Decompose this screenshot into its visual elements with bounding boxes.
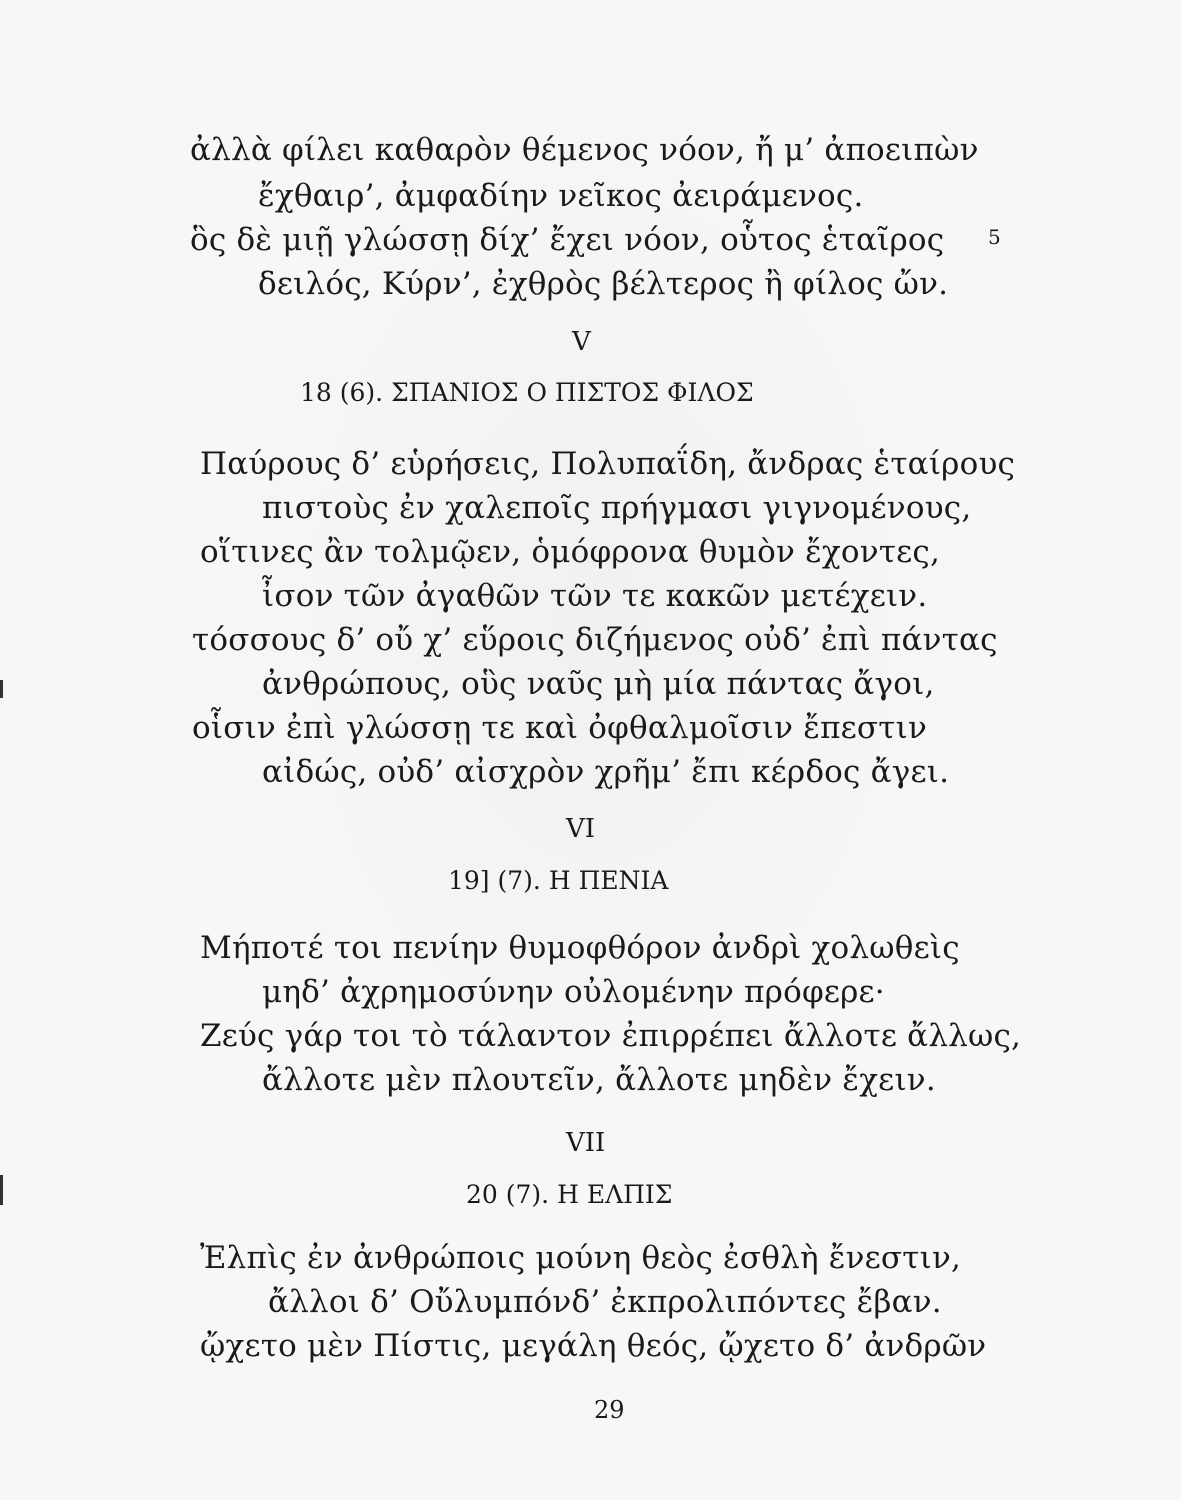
- verse-line: ἀνθρώπους, οὓς ναῦς μὴ μία πάντας ἄγοι,: [262, 666, 935, 702]
- verse-line: Μήποτέ τοι πενίην θυμοφθόρον ἀνδρὶ χολωθεὶς: [200, 930, 960, 966]
- verse-line: ἀλλὰ φίλει καθαρὸν θέμενος νόον, ἤ μ’ ἀποειπὼν: [190, 132, 979, 168]
- verse-line: οἷσιν ἐπὶ γλώσσῃ τε καὶ ὀφθαλμοῖσιν ἔπεστιν: [192, 710, 928, 746]
- verse-line: μηδ’ ἀχρημοσύνην οὐλομένην πρόφερε·: [262, 974, 885, 1010]
- section-heading: 19] (7). Η ΠΕΝΙΑ: [448, 866, 669, 895]
- section-heading: 18 (6). ΣΠΑΝΙΟΣ Ο ΠΙΣΤΟΣ ΦΙΛΟΣ: [300, 378, 754, 407]
- verse-line: ὃς δὲ μιῇ γλώσσῃ δίχ’ ἔχει νόον, οὗτος ἑταῖρος: [190, 222, 945, 258]
- line-number: 5: [988, 225, 1001, 249]
- verse-line: Παύρους δ’ εὑρήσεις, Πολυπαΐδη, ἄνδρας ἑταίρους: [200, 446, 1016, 482]
- verse-line: Ἐλπὶς ἐν ἀνθρώποις μούνη θεὸς ἐσθλὴ ἔνεστιν,: [200, 1240, 962, 1276]
- page-edge-mark: [0, 1175, 3, 1205]
- verse-line: ᾤχετο μὲν Πίστις, μεγάλη θεός, ᾤχετο δ’ ἀνδρῶν: [200, 1328, 987, 1364]
- section-numeral: VII: [566, 1128, 606, 1158]
- section-numeral: VI: [566, 814, 596, 844]
- verse-line: τόσσους δ’ οὔ χ’ εὕροις διζήμενος οὐδ’ ἐπὶ πάντας: [192, 622, 998, 658]
- verse-line: ἶσον τῶν ἀγαθῶν τῶν τε κακῶν μετέχειν.: [262, 578, 928, 614]
- section-numeral: V: [572, 327, 591, 357]
- verse-line: οἵτινες ἂν τολμῷεν, ὁμόφρονα θυμὸν ἔχοντες,: [200, 534, 941, 570]
- verse-line: ἔχθαιρ’, ἀμφαδίην νεῖκος ἀειράμενος.: [258, 178, 864, 214]
- verse-line: Ζεύς γάρ τοι τὸ τάλαντον ἐπιρρέπει ἄλλοτε ἄλλως,: [200, 1018, 1022, 1054]
- verse-line: αἰδώς, οὐδ’ αἰσχρὸν χρῆμ’ ἔπι κέρδος ἄγει.: [262, 754, 950, 790]
- verse-line: δειλός, Κύρν’, ἐχθρὸς βέλτερος ἢ φίλος ὤν.: [258, 266, 949, 302]
- verse-line: ἄλλοτε μὲν πλουτεῖν, ἄλλοτε μηδὲν ἔχειν.: [262, 1062, 936, 1098]
- verse-line: πιστοὺς ἐν χαλεποῖς πρήγμασι γιγνομένους,: [262, 490, 972, 526]
- section-heading: 20 (7). Η ΕΛΠΙΣ: [466, 1180, 673, 1209]
- verse-line: ἄλλοι δ’ Οὔλυμπόνδ’ ἐκπρολιπόντες ἔβαν.: [268, 1284, 942, 1320]
- page-number: 29: [594, 1396, 625, 1424]
- page-edge-mark: [0, 680, 3, 698]
